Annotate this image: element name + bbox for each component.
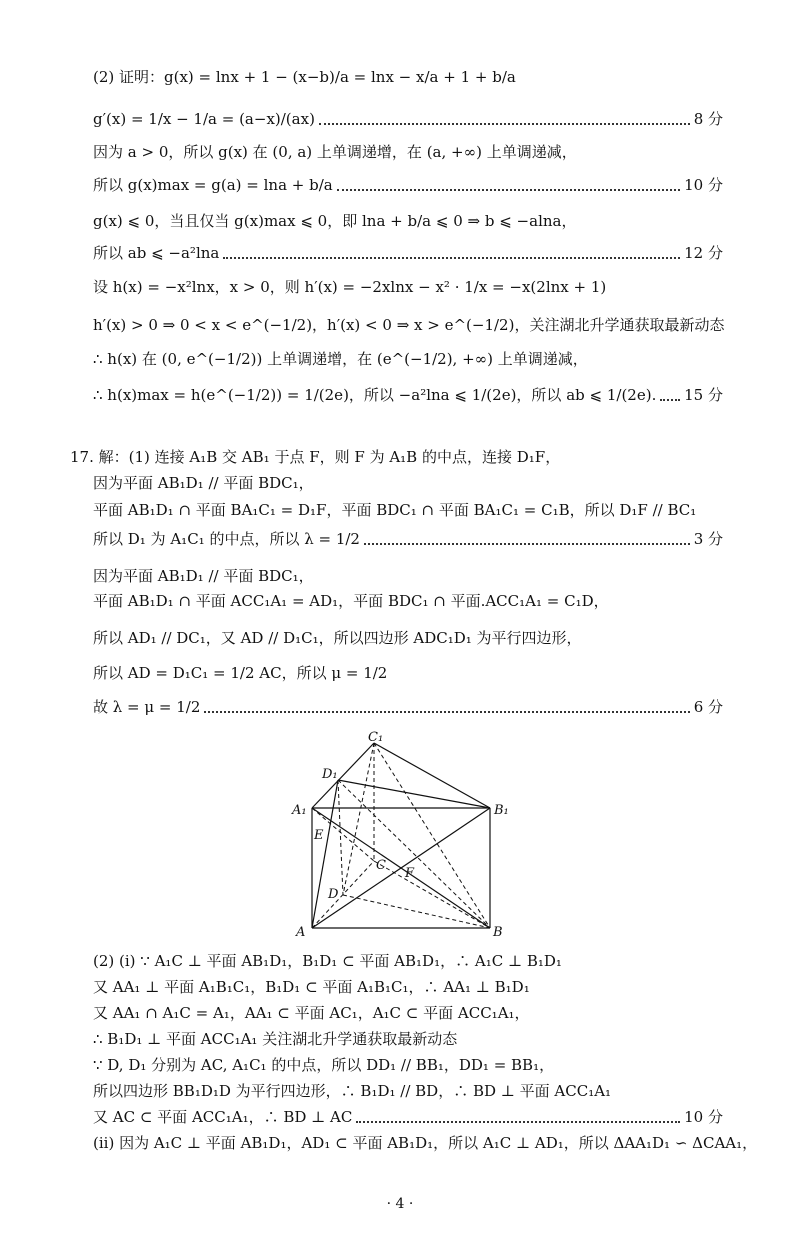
line-ab-bound xyxy=(93,242,723,264)
hidden-segment-d1b xyxy=(338,780,490,928)
line-condition: g(x) ⩽ 0，当且仅当 g(x)max ⩽ 0，即 lna + b/a ⩽ 0 ⇒ b ⩽ −alna， xyxy=(93,212,577,230)
leader-dots xyxy=(319,111,690,125)
page-number: · 4 · xyxy=(386,1196,414,1212)
ab-bound-text: 所以 ab ⩽ −a²lna xyxy=(93,244,220,262)
hidden-segment-c1b xyxy=(374,743,490,928)
hmax-text: ∴ h(x)max = h(e^(−1/2)) = 1/(2e)，所以 −a²lna ⩽ 1/(2e)，所以 ab ⩽ 1/(2e). xyxy=(93,386,657,404)
q17b-line-6: 所以四边形 BB₁D₁D 为平行四边形，∴ B₁D₁ // BD，∴ BD ⊥ 平面 ACC₁A₁ xyxy=(93,1082,612,1100)
label-d: D xyxy=(328,887,339,902)
q17-line-5: 因为平面 AB₁D₁ // 平面 BDC₁， xyxy=(93,567,314,585)
q17b-line-1: (2) (i) ∵ A₁C ⊥ 平面 AB₁D₁，B₁D₁ ⊂ 平面 AB₁D₁，∴ A₁C ⊥ B₁D₁ xyxy=(93,952,562,970)
q17b-line-7-text: 又 AC ⊂ 平面 ACC₁A₁，∴ BD ⊥ AC xyxy=(93,1108,353,1126)
score-label: 15 分 xyxy=(684,386,723,404)
score-label: 12 分 xyxy=(684,244,723,262)
q17b-line-3: 又 AA₁ ∩ A₁C = A₁，AA₁ ⊂ 平面 AC₁，A₁C ⊂ 平面 ACC₁A₁， xyxy=(93,1004,530,1022)
label-c: C xyxy=(376,858,386,873)
line-hmax xyxy=(93,384,723,406)
q17b-line-2: 又 AA₁ ⊥ 平面 A₁B₁C₁，B₁D₁ ⊂ 平面 A₁B₁C₁，∴ AA₁ ⊥ B₁D₁ xyxy=(93,978,530,996)
prism-figure xyxy=(290,728,510,943)
q17-line-9 xyxy=(93,696,723,718)
line-gmax xyxy=(93,174,723,196)
q17-line-9-text: 故 λ = μ = 1/2 xyxy=(93,698,201,716)
score-label: 6 分 xyxy=(693,698,723,716)
q17-heading: 17. 解：(1) 连接 A₁B 交 AB₁ 于点 F，则 F 为 A₁B 的中点，连接 D₁F， xyxy=(70,448,561,466)
q17b-line-5: ∵ D, D₁ 分别为 AC, A₁C₁ 的中点，所以 DD₁ // BB₁，DD₁ = BB₁， xyxy=(93,1056,555,1074)
hidden-edge-cb xyxy=(374,861,490,928)
q17-line-2: 因为平面 AB₁D₁ // 平面 BDC₁， xyxy=(93,474,314,492)
q17-line-4 xyxy=(93,528,723,550)
q17b-line-4: ∴ B₁D₁ ⊥ 平面 ACC₁A₁ 关注湖北升学通获取最新动态 xyxy=(93,1030,458,1048)
leader-dots xyxy=(660,387,680,401)
q17-line-3: 平面 AB₁D₁ ∩ 平面 BA₁C₁ = D₁F，平面 BDC₁ ∩ 平面 BA₁C₁ = C₁B，所以 D₁F // BC₁ xyxy=(93,501,697,519)
label-b: B xyxy=(493,925,503,940)
q17-line-8: 所以 AD = D₁C₁ = 1/2 AC，所以 μ = 1/2 xyxy=(93,664,388,682)
label-d1: D₁ xyxy=(322,767,338,782)
leader-dots xyxy=(204,699,689,713)
line-proof-start: (2) 证明：g(x) = lnx + 1 − (x−b)/a = lnx − x/a + 1 + b/a xyxy=(93,68,516,86)
line-h-sign: h′(x) > 0 ⇒ 0 < x < e^(−1/2)，h′(x) < 0 ⇒ x > e^(−1/2)，关注湖北升学通获取最新动态 xyxy=(93,316,725,334)
leader-dots xyxy=(356,1109,680,1123)
label-a: A xyxy=(296,925,306,940)
score-label: 10 分 xyxy=(684,176,723,194)
segment-d1b1 xyxy=(338,780,490,808)
hidden-segment-c1d xyxy=(343,743,374,895)
hidden-segment-db xyxy=(343,895,490,928)
label-e: E xyxy=(314,828,324,843)
score-label: 8 分 xyxy=(693,110,723,128)
q17b-line-8: (ii) 因为 A₁C ⊥ 平面 AB₁D₁，AD₁ ⊂ 平面 AB₁D₁，所以 A₁C ⊥ AD₁，所以 ΔAA₁D₁ ∽ ΔCAA₁， xyxy=(93,1134,758,1152)
segment-ad1 xyxy=(312,780,338,928)
leader-dots xyxy=(223,245,680,259)
label-b1: B₁ xyxy=(494,803,509,818)
leader-dots xyxy=(364,531,690,545)
score-label: 3 分 xyxy=(693,530,723,548)
edge-c1b1 xyxy=(374,743,490,808)
score-label: 10 分 xyxy=(684,1108,723,1126)
hidden-segment-dd1 xyxy=(338,780,343,895)
q17-line-6: 平面 AB₁D₁ ∩ 平面 ACC₁A₁ = AD₁，平面 BDC₁ ∩ 平面.ACC₁A₁ = C₁D， xyxy=(93,592,609,610)
q17-line-7: 所以 AD₁ // DC₁，又 AD // D₁C₁，所以四边形 ADC₁D₁ 为平行四边形， xyxy=(93,629,582,647)
label-f: F xyxy=(405,866,415,881)
line-derivative xyxy=(93,108,723,130)
q17b-line-7 xyxy=(93,1106,723,1128)
line-monotonic: 因为 a > 0，所以 g(x) 在 (0, a) 上单调递增，在 (a, +∞) 上单调递减， xyxy=(93,143,577,161)
leader-dots xyxy=(337,177,680,191)
q17-line-4-text: 所以 D₁ 为 A₁C₁ 的中点，所以 λ = 1/2 xyxy=(93,530,360,548)
gmax-text: 所以 g(x)max = g(a) = lna + b/a xyxy=(93,176,333,194)
label-c1: C₁ xyxy=(368,730,384,745)
line-h-def: 设 h(x) = −x²lnx，x > 0，则 h′(x) = −2xlnx − x² · 1/x = −x(2lnx + 1) xyxy=(93,278,607,296)
line-h-monotonic: ∴ h(x) 在 (0, e^(−1/2)) 上单调递增，在 (e^(−1/2), +∞) 上单调递减， xyxy=(93,350,588,368)
derivative-text: g′(x) = 1/x − 1/a = (a−x)/(ax) xyxy=(93,110,315,128)
label-a1: A₁ xyxy=(292,803,307,818)
